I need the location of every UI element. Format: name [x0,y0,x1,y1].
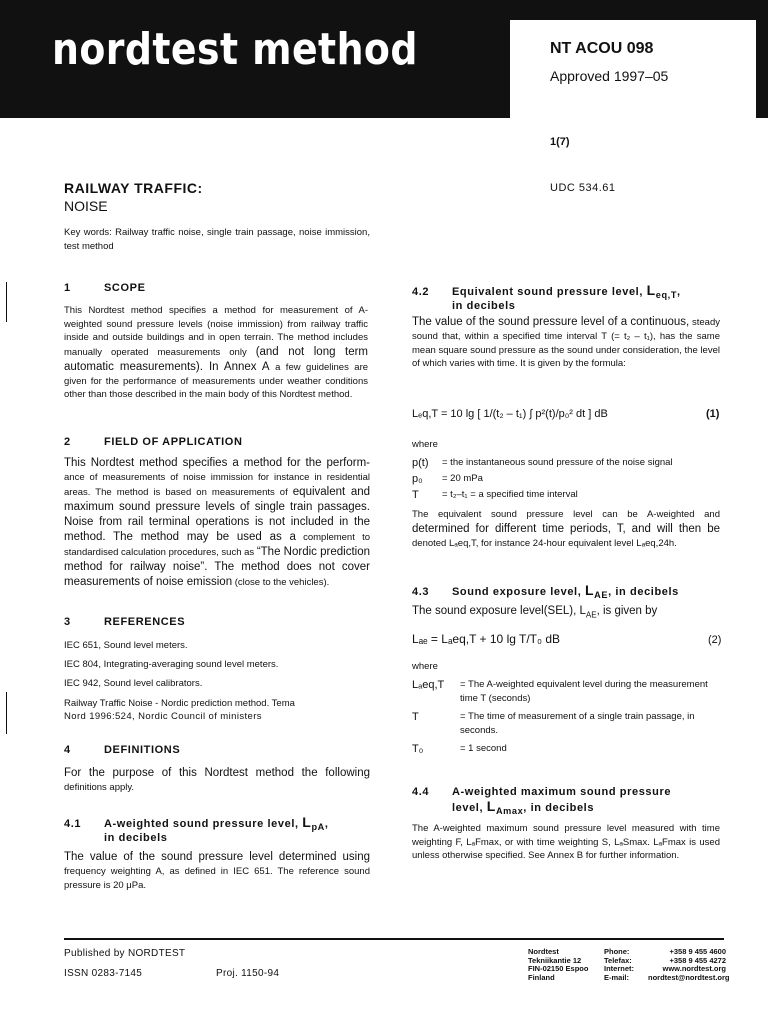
project-number: Proj. 1150-94 [216,968,280,979]
subsection-4-2-text: The value of the sound pressure level of a continuous, steady sound that, within a specified time interval T (= t₂ – t₁), has the same mean square sound pressure as the sound under consideration, the level of which varies with time. It is given by the formula: [412,316,720,369]
equation-number-2: (2) [708,634,722,646]
formula-2: Lₐₑ = Lₐeq,T + 10 lg T/T₀ dB [412,632,561,646]
definition-item: T₀ = 1 second [412,743,507,755]
margin-bar [6,282,7,322]
formula-1: Lₑq,T = 10 lg [ 1/(t₂ – t₁) ∫ p²(t)/p₀² dt ] dB [412,408,608,420]
definition-item: T = t₂–t₁ = a specified time interval [412,489,578,501]
equation-number-1: (1) [706,408,720,420]
subsection-4-1-text: The value of the sound pressure level determined using frequency weighting A, as defined in IEC 651. The reference sound pressure is 20 μPa. [64,851,370,891]
section-heading-definitions: 4 DEFINITIONS [64,744,181,756]
reference-item: IEC 651, Sound level meters. [64,640,188,651]
definition-item: p₀ = 20 mPa [412,473,483,485]
subsection-heading-4-2: 4.2 Equivalent sound pressure level, $L_{eq,T}$, in decibels [412,282,681,313]
reference-item: Railway Traffic Noise - Nordic prediction method. Tema [64,698,295,709]
section-heading-scope: 1 SCOPE [64,282,146,294]
publisher: Published by NORDTEST [64,948,186,959]
approval-date: Approved 1997–05 [550,68,669,84]
margin-bar [6,692,7,734]
field-text: This Nordtest method specifies a method for the perform- ance of measurements of noise immission for instance in residential areas. The method is based on measurements of equivalent and maximum sound pressure levels of single train passages. Noise from rail terminal operations is not included in the method. The method may be used as a complement to standardised calculation procedures, such as “The Nordic prediction method for railway noise”. The method does not cover measurements of noise emission (close to the vehicles). [64,457,371,588]
definition-item: Lₐeq,T = The A-weighted equivalent level during the measurement time T (seconds) [412,679,708,704]
section-heading-references: 3 REFERENCES [64,616,186,628]
contact-labels: Phone: Telefax: Internet: E-mail: [604,947,634,982]
subsection-4-4-text: The A-weighted maximum sound pressure level measured with time weighting F, LₐFmax, or with time weighting S, LₐSmax. LₐFmax is used unless otherwise specified. See Annex B for further information. [412,823,720,861]
subsection-4-3-text: The sound exposure level(SEL), $L_{AE}$, is given by [412,605,658,620]
section-heading-field: 2 FIELD OF APPLICATION [64,436,243,448]
subsection-heading-4-4: 4.4 A-weighted maximum sound pressure level, $L_{Amax}$, in decibels [412,786,672,817]
formula-1-definitions [412,456,720,504]
keywords: Key words: Railway traffic noise, single train passage, noise immission, test method [64,227,370,252]
publisher-address: Nordtest Tekniikantie 12 FIN-02150 Espoo Finland [528,947,589,982]
reference-item: Nord 1996:524, Nordic Council of ministers [64,711,262,722]
formula-2-definitions [412,678,720,758]
contact-values: +358 9 455 4600 +358 9 455 4272 www.nordtest.org nordtest@nordtest.org [648,947,730,982]
subsection-4-2-text-cont: The equivalent sound pressure level can be A-weighted and determined for different time periods, T, and will then be denoted Lₐeq,T, for instance 24-hour equivalent level Lₐeq,24h. [412,509,720,549]
subsection-heading-4-3: 4.3 Sound exposure level, $L_{AE}$, in decibels [412,582,679,601]
document-title: RAILWAY TRAFFIC: [64,180,203,196]
document-subtitle: NOISE [64,198,108,214]
definition-item: T = The time of measurement of a single train passage, in seconds. [412,711,695,736]
subsection-heading-4-1: 4.1 A-weighted sound pressure level, $L_{pA}$, in decibels [64,814,329,845]
reference-item: IEC 942, Sound level calibrators. [64,678,203,689]
footer-divider [64,938,724,940]
scope-text: This Nordtest method specifies a method for measurement of A-weighted sound pressure levels (noise immission) from railway traffic inside and outside buildings and in open terrain. The method includes manually operated measurements only (and not long term automatic measurements). In Annex A a few guidelines are given for the performance of measurements under weather conditions other than those described in the main body of this Nordtest method. [64,305,369,400]
where-label: where [412,439,438,450]
brand-logo: nordtest method [52,24,418,75]
issn: ISSN 0283-7145 [64,968,143,979]
document-code-box [510,20,756,118]
where-label: where [412,661,438,672]
definition-item: p(t) = the instantaneous sound pressure of the noise signal [412,457,673,469]
reference-item: IEC 804, Integrating-averaging sound level meters. [64,659,279,670]
udc-code: UDC 534.61 [550,182,616,194]
page-number: 1(7) [550,136,570,148]
header-banner [0,0,768,118]
definitions-text: For the purpose of this Nordtest method the following definitions apply. [64,767,370,793]
document-code: NT ACOU 098 [550,40,654,57]
